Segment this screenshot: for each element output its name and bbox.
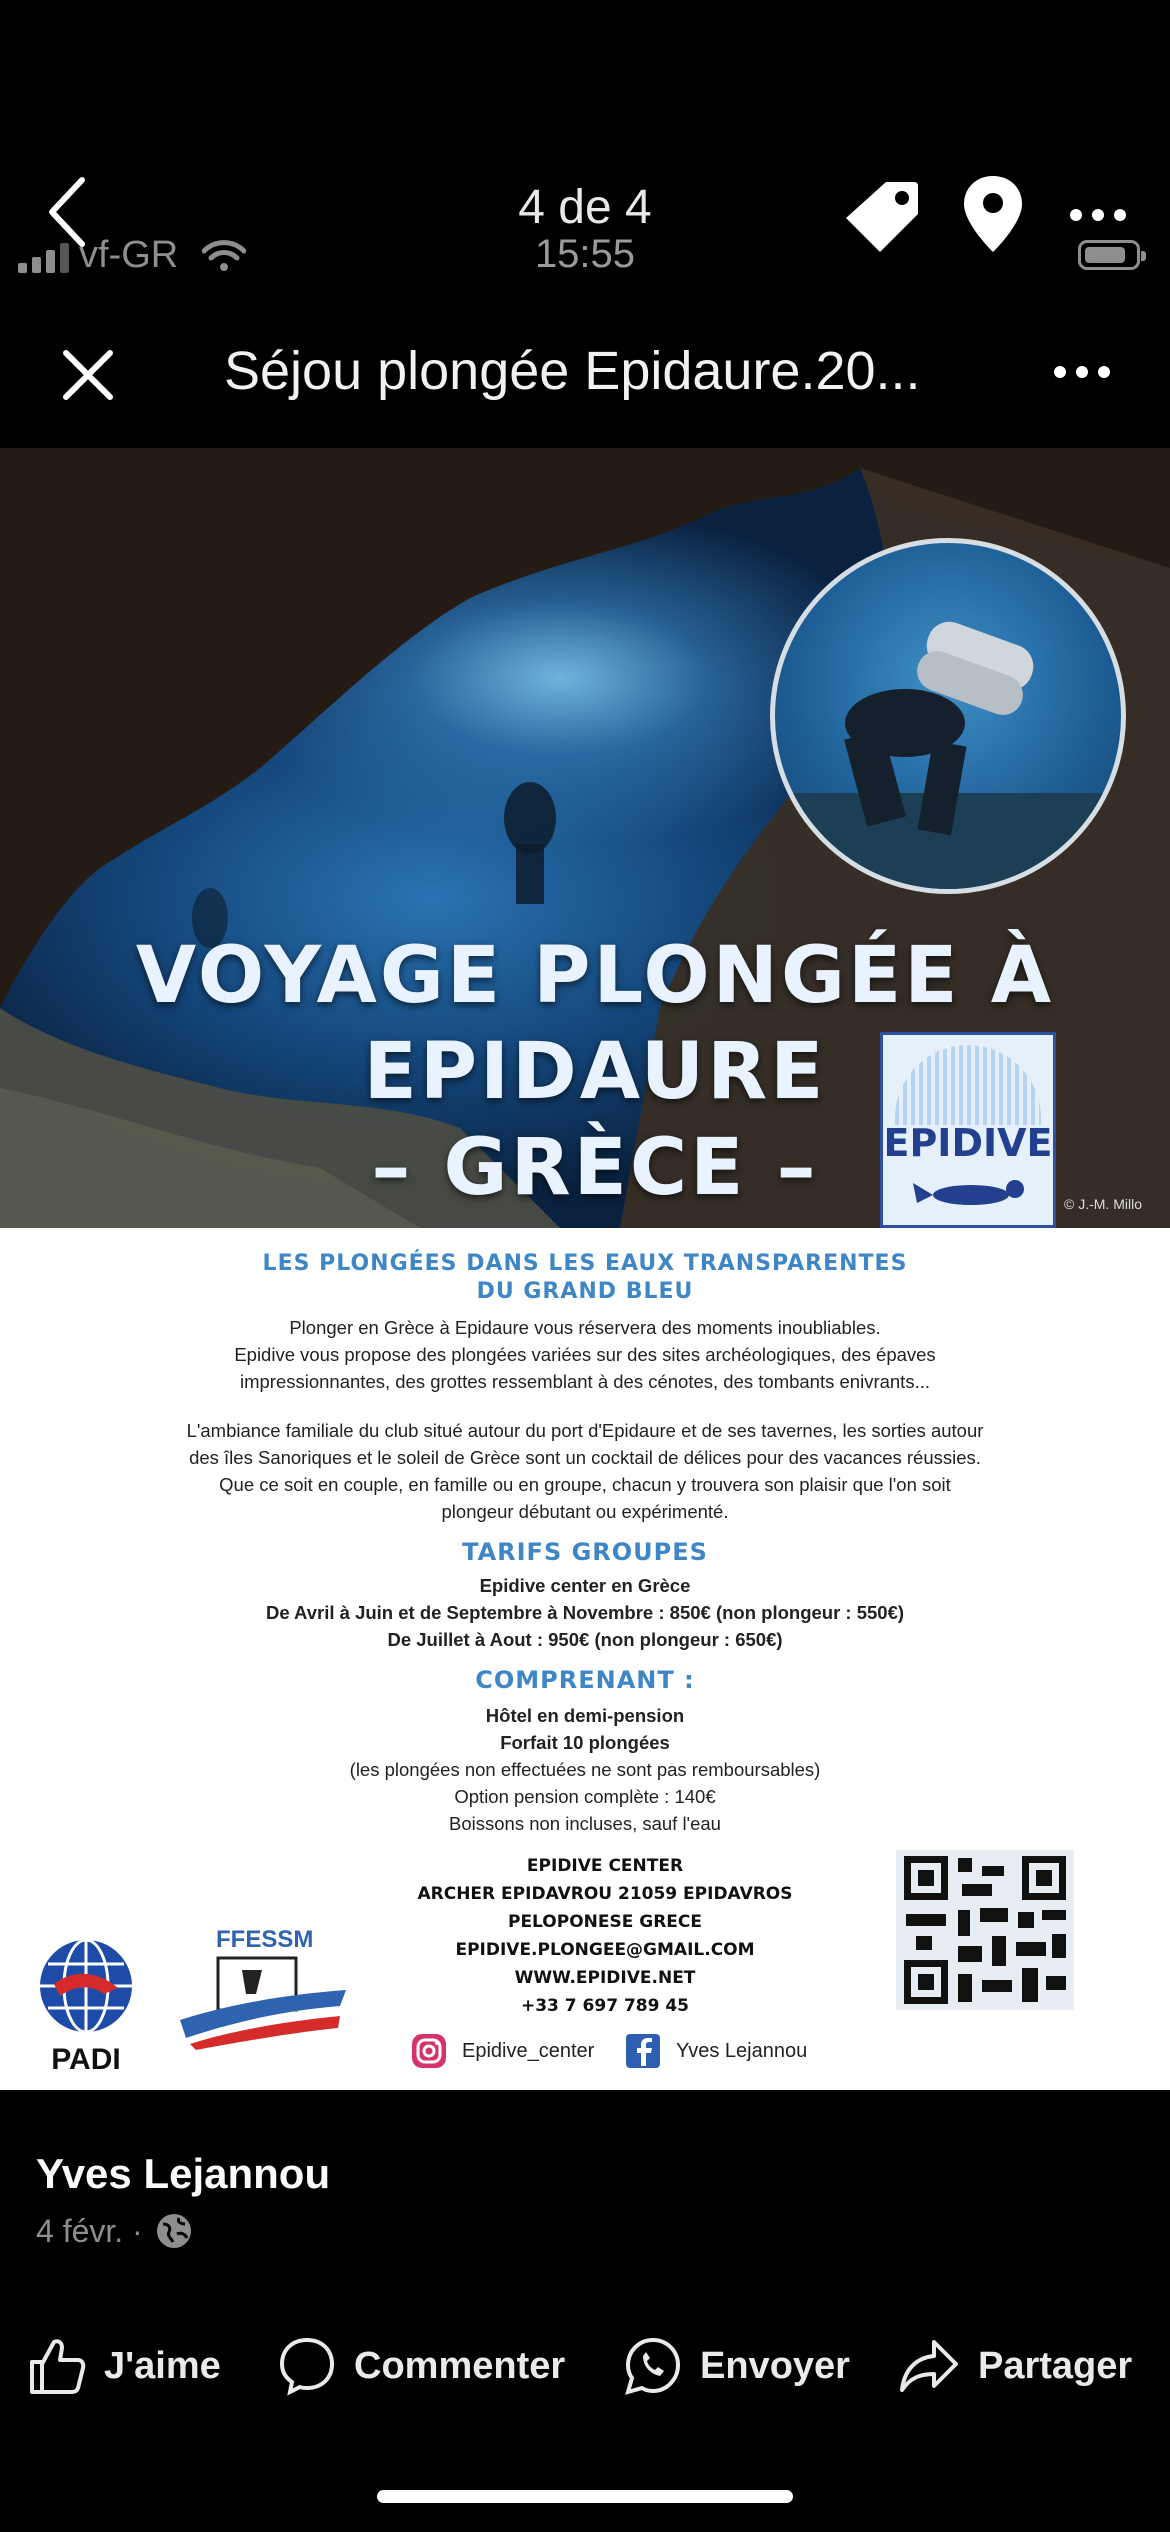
text-line: L'ambiance familiale du club situé autour du port d'Epidaure et de ses tavernes, les sorties autour: [186, 1420, 984, 1441]
post-meta: [36, 2212, 193, 2250]
tag-icon[interactable]: [842, 176, 922, 256]
battery-icon: [1078, 240, 1140, 270]
whatsapp-icon: [624, 2336, 682, 2396]
text-line: WWW.EPIDIVE.NET: [514, 1968, 696, 1988]
like-button[interactable]: [28, 2336, 221, 2396]
contact-block: [380, 1852, 830, 2020]
facebook-icon: [624, 2032, 662, 2070]
photo-credit: © J.-M. Millo: [1064, 1196, 1142, 1212]
instagram-handle: Epidive_center: [462, 2039, 595, 2062]
comment-bubble-icon: [278, 2336, 336, 2396]
text-line: Option pension complète : 140€: [454, 1786, 716, 1807]
text-line: De Juillet à Aout : 950€ (non plongeur : 650€): [387, 1629, 783, 1650]
headline-line-2: EPIDAURE: [363, 1027, 827, 1117]
post-date: 4 févr. ·: [36, 2212, 143, 2249]
comment-button[interactable]: [278, 2336, 565, 2396]
instagram-link[interactable]: [410, 2032, 594, 2070]
close-icon[interactable]: [58, 345, 118, 405]
text-line: plongeur débutant ou expérimenté.: [441, 1501, 729, 1522]
section-title-line: LES PLONGÉES DANS LES EAUX TRANSPARENTES: [262, 1251, 908, 1276]
padi-label: PADI: [51, 2043, 121, 2076]
action-bar: [0, 2336, 1170, 2404]
text-line: ARCHER EPIDAVROU 21059 EPIDAVROS: [417, 1884, 793, 1904]
share-arrow-icon: [898, 2336, 960, 2396]
section-title-plongees: [0, 1250, 1170, 1306]
logo-text: EPIDIVE: [883, 1121, 1053, 1165]
text-line: (les plongées non effectuées ne sont pas remboursables): [349, 1759, 821, 1780]
underwater-photo: [0, 448, 1170, 1228]
post-author[interactable]: Yves Lejannou: [36, 2150, 331, 2197]
public-globe-icon: [155, 2212, 193, 2250]
facebook-link[interactable]: [624, 2032, 807, 2070]
qr-code: [896, 1850, 1074, 2010]
tarifs-title: TARIFS GROUPES: [462, 1538, 708, 1566]
ffessm-logo: [180, 1926, 346, 2050]
photo-counter: 4 de 4: [518, 181, 652, 234]
share-label: Partager: [978, 2344, 1133, 2387]
intro-paragraph: [0, 1314, 1170, 1395]
headline-line-3: – GRÈCE –: [371, 1123, 819, 1213]
text-line: Epidive center en Grèce: [479, 1575, 691, 1596]
text-line: De Avril à Juin et de Septembre à Novembre : 850€ (non plongeur : 550€): [265, 1602, 905, 1623]
post-image[interactable]: [0, 448, 1170, 2090]
post-title: Séjou plongée Epidaure.20...: [224, 341, 921, 401]
text-line: EPIDIVE.PLONGEE@GMAIL.COM: [455, 1940, 755, 1960]
status-time: 15:55: [534, 232, 636, 276]
text-line: des îles Sanoriques et le soleil de Grèce sont un cocktail de délices pour des vacances réussies.: [189, 1447, 981, 1468]
location-pin-icon[interactable]: [958, 172, 1028, 256]
section-title-line: DU GRAND BLEU: [476, 1279, 694, 1304]
ffessm-label: FFESSM: [216, 1926, 314, 1953]
text-line: Epidive vous propose des plongées variées sur des sites archéologiques, des épaves: [234, 1344, 936, 1365]
text-line: Plonger en Grèce à Epidaure vous réservera des moments inoubliables.: [289, 1317, 881, 1338]
more-options-icon[interactable]: [1068, 190, 1128, 240]
text-line: Forfait 10 plongées: [500, 1732, 670, 1753]
comment-label: Commenter: [354, 2344, 566, 2387]
thumbs-up-icon: [28, 2336, 86, 2396]
text-line: Hôtel en demi-pension: [485, 1705, 685, 1726]
send-button[interactable]: [624, 2336, 850, 2396]
facebook-name: Yves Lejannou: [676, 2039, 808, 2062]
text-line: Boissons non incluses, sauf l'eau: [449, 1813, 721, 1834]
comprenant-title: COMPRENANT :: [475, 1666, 695, 1694]
padi-logo: [34, 1938, 138, 2076]
ambiance-paragraph: [0, 1417, 1170, 1525]
swimmer-icon: [911, 1171, 1031, 1217]
diver-inset-photo: [770, 538, 1126, 894]
share-button[interactable]: [898, 2336, 1132, 2396]
text-line: +33 7 697 789 45: [520, 1996, 690, 2016]
post-more-icon[interactable]: [1052, 352, 1112, 392]
comprenant-list: [0, 1702, 1170, 1837]
instagram-icon: [410, 2032, 448, 2070]
home-indicator[interactable]: [377, 2490, 793, 2503]
headline-line-1: VOYAGE PLONGÉE À: [135, 931, 1055, 1021]
send-label: Envoyer: [700, 2344, 850, 2387]
epidive-logo: [880, 1032, 1056, 1228]
text-line: EPIDIVE CENTER: [526, 1856, 684, 1876]
carrier-name: vf-GR: [79, 234, 179, 276]
text-line: PELOPONESE GRECE: [507, 1912, 703, 1932]
text-line: impressionnantes, des grottes ressemblant à des cénotes, des tombants enivrants...: [239, 1371, 930, 1392]
like-label: J'aime: [104, 2344, 221, 2387]
tarifs-list: [0, 1572, 1170, 1653]
text-line: Que ce soit en couple, en famille ou en groupe, chacun y trouvera son plaisir que l'on soit: [219, 1474, 951, 1495]
